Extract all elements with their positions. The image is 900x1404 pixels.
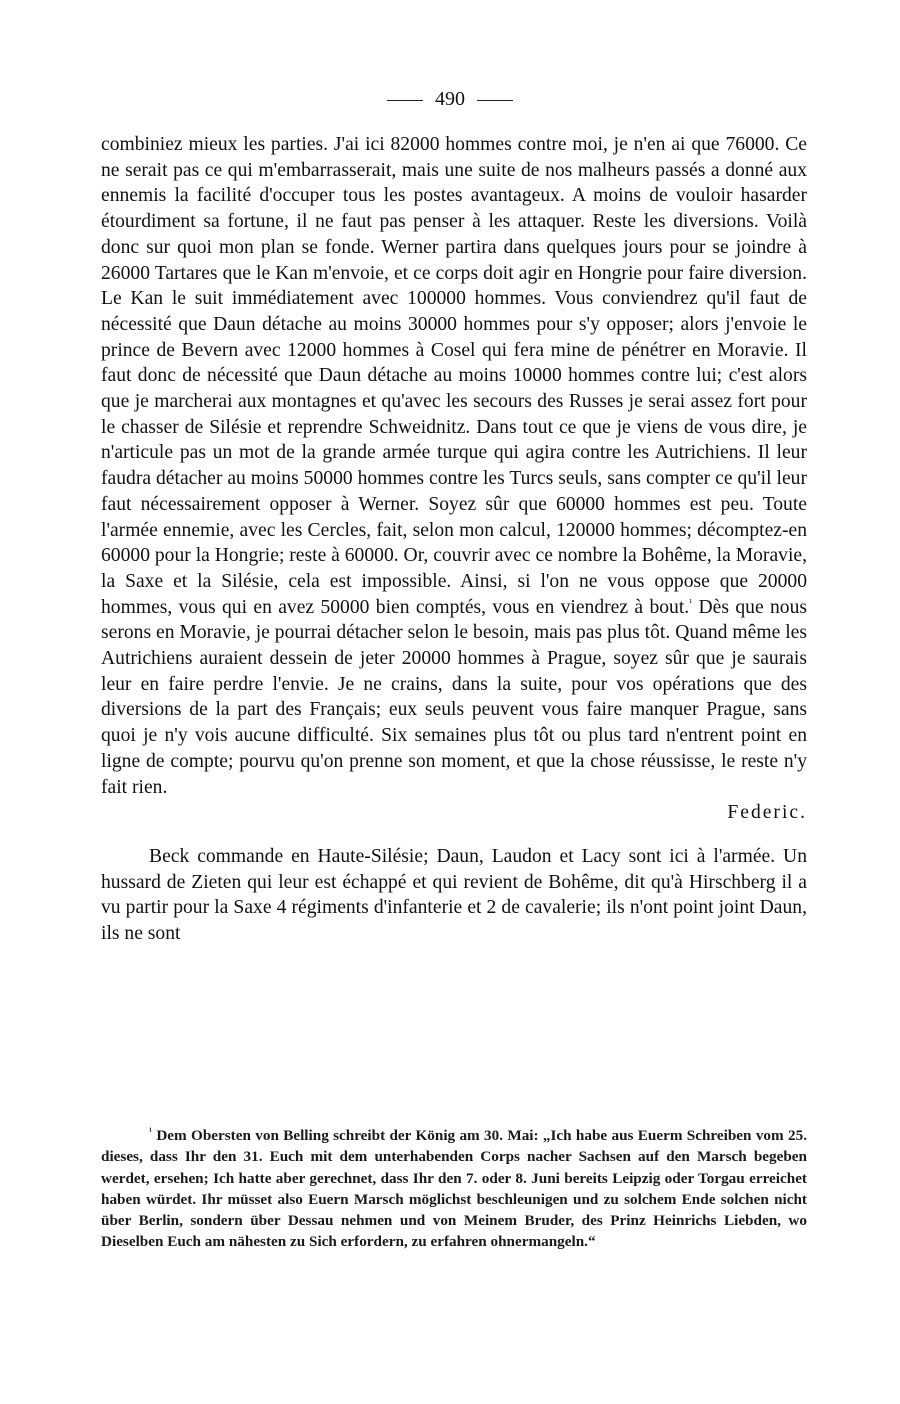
letter-signature: Federic. — [727, 802, 807, 824]
page-header — [0, 88, 900, 111]
footnote-text: Dem Obersten von Belling schreibt der König am 30. Mai: „Ich habe aus Euerm Schreiben vom 25. dieses, dass Ihr den 31. Euch mit dem unterhabenden Corps nacher Sachsen auf den Marsch begeben werdet, ersehen; Ich hatte aber gerechnet, dass Ihr den 7. oder 8. Juni bereits Leipzig oder Torgau erreichet haben würdet. Ihr müsset also Euern Marsch möglichst beschleunigen und zu solchem Ende solchen nicht über Berlin, sondern über Dessau nehmen und von Meinem Bruder, des Prinz Heinrichs Liebden, wo Dieselben Euch am nähesten zu Sich erfordern, zu erfahren ohnermangeln.“ — [101, 1127, 807, 1251]
footnotes — [101, 1125, 807, 1253]
main-text — [101, 132, 807, 947]
footnote-mark: ¹ — [149, 1125, 152, 1137]
letter-text-continued: Dès que nous serons en Moravie, je pourrai détacher selon le besoin, mais pas plus tôt. Quand même les Autrichiens auraient dessein de jeter 20000 hommes à Prague, soyez sûr que je saurais leur en faire perdre l'envie. Je ne crains, dans la suite, pour vos opérations que des diversions de la part des Français; eux seuls peuvent vous faire manquer Prague, sans quoi je n'y vois aucune difficulté. Six semaines plus tôt ou plus tard n'entrent point en ligne de compte; pourvu qu'on prenne son moment, et que la chose réussisse, le reste n'y fait rien. — [101, 596, 808, 798]
letter-paragraph — [101, 132, 807, 800]
narrative-paragraph: Beck commande en Haute-Silésie; Daun, Laudon et Lacy sont ici à l'armée. Un hussard de Zieten qui leur est échappé et qui revient de Bohême, dit qu'à Hirschberg il a vu partir pour la Saxe 4 régiments d'infanterie et 2 de cavalerie; ils n'ont point joint Daun, ils ne sont — [101, 845, 807, 945]
header-rule-right — [477, 100, 513, 101]
header-rule-left — [387, 100, 423, 101]
letter-text: combiniez mieux les parties. J'ai ici 82000 hommes contre moi, je n'en ai que 76000. Ce ne serait pas ce qui m'embarrasserait, mais une suite de nos malheurs passés a donné aux ennemis la facilité d'occuper tous les postes avantageux. A moins de vouloir hasarder étourdiment sa fortune, il ne faut pas penser à les attaquer. Reste les diversions. Voilà donc sur quoi mon plan se fonde. Werner partira dans quelques jours pour se joindre à 26000 Tartares que le Kan m'envoie, et ce corps doit agir en Hongrie pour faire diversion. Le Kan le suit immédiatement avec 100000 hommes. Vous conviendrez qu'il faut de nécessité que Daun détache au moins 30000 hommes pour s'y opposer; alors j'envoie le prince de Bevern avec 12000 hommes à Cosel qui fera mine de pénétrer en Moravie. Il faut donc de nécessité que Daun détache au moins 10000 hommes contre lui; c'est alors que je marcherai aux montagnes et qu'avec les secours des Russes je serai assez fort pour le chasser de Silésie et reprendre Schweidnitz. Dans tout ce que je viens de vous dire, je n'articule pas un mot de la grande armée turque qui agira contre les Autrichiens. Il leur faudra détacher au moins 50000 hommes contre les Turcs seuls, sans compter ce qu'il leur faut nécessairement opposer à Werner. Soyez sûr que 60000 hommes est peu. Toute l'armée ennemie, avec les Cercles, fait, selon mon calcul, 120000 hommes; décomptez-en 60000 pour la Hongrie; reste à 60000. Or, couvrir avec ce nombre la Bohême, la Moravie, la Saxe et la Silésie, cela est impossible. Ainsi, si l'on ne vous oppose que 20000 hommes, vous qui en avez 50000 bien comptés, vous en viendrez à bout. — [101, 134, 807, 618]
page-number: 490 — [435, 88, 465, 110]
footnote-1 — [101, 1125, 807, 1253]
footnote-reference: ¹ — [689, 597, 693, 609]
